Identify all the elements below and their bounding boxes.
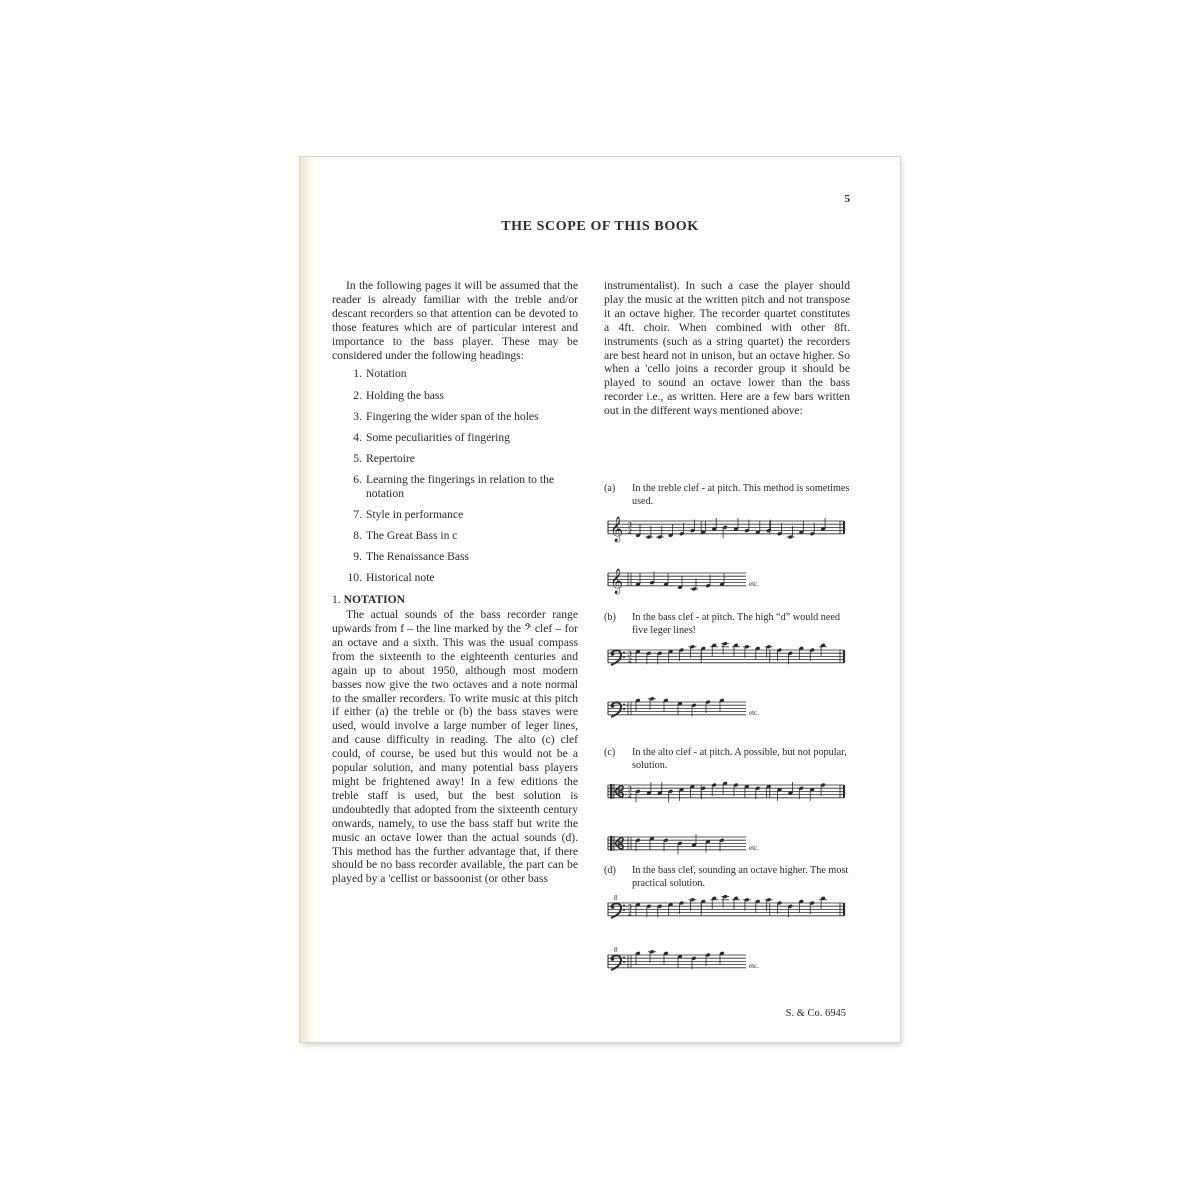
example-c <box>604 747 850 852</box>
list-number: 3. <box>353 409 362 423</box>
example-caption: In the bass clef, sounding an octave higher. The most practical solution. <box>632 865 849 889</box>
time-signature-top: 3 <box>628 520 632 530</box>
list-item <box>332 410 578 424</box>
continuation-paragraph: instrumentalist). In such a case the player should play the music at the written pitch and not transpose it an octave higher. The recorder quartet constitutes a 4ft. choir. When combined with other 8ft. instruments (such as a string quartet) the recorders are best heard not in unison, but an octave higher. So when a 'cello joins a recorder group it should be played to sound an octave lower than the bass recorder i.e., as written. Here are a few bars written out in the different ways mentioned above: <box>604 279 850 418</box>
intro-paragraph: In the following pages it will be assumed that the reader is already familiar with the treble and/or descant recorders so that attention can be devoted to those features which are of particular interest and importance to the bass player. These may be considered under the following headings: <box>332 279 578 362</box>
list-item <box>332 431 578 445</box>
list-item <box>332 452 578 466</box>
time-signature-bottom: 2 <box>628 655 632 665</box>
notation-paragraph: The actual sounds of the bass recorder range upwards from f – the line marked by the 𝄢 clef – for an octave and a sixth. This was the usual compass from the sixteenth to the eighteenth centuries and again up to about 1950, although most modern basses now give the two octaves and a note normal to the smaller recorders. To write music at this pitch if either (a) the treble or (b) the bass staves were used, would involve a large number of leger lines, and cause difficulty in reading. The alto (c) clef could, of course, be used but this would not be a popular solution, and many potential bass players might be frightened away! In a few editions the treble staff is used, but the best solution is undoubtedly that adopted from the sixteenth century onwards, namely, to use the bass staff but write the music an octave lower than the actual sounds (d). This method has the further advantage that, if there should be no bass recorder available, the part can be played by a 'cellist or bassoonist (or other bass <box>332 608 578 886</box>
list-text: Fingering the wider span of the holes <box>366 409 539 423</box>
time-signature-top: 3 <box>628 902 632 912</box>
treble-clef-icon: 𝄞 <box>610 569 624 594</box>
example-d <box>604 865 850 970</box>
list-text: Style in performance <box>366 507 464 521</box>
list-number: 6. <box>353 472 362 486</box>
time-signature-top: 3 <box>628 784 632 794</box>
time-signature-bottom: 2 <box>628 908 632 918</box>
example-label <box>604 865 850 890</box>
list-number: 4. <box>353 430 362 444</box>
etc-label: etc. <box>749 579 759 588</box>
list-number: 7. <box>353 507 362 521</box>
list-text: Some peculiarities of fingering <box>366 430 510 444</box>
list-text: The Great Bass in c <box>366 529 458 542</box>
section-number: 1. <box>332 593 341 607</box>
example-caption: In the treble clef - at pitch. This method is sometimes used. <box>632 483 850 507</box>
time-signature-top: 3 <box>628 649 632 659</box>
list-number: 9. <box>353 550 362 564</box>
list-item <box>332 571 578 585</box>
left-column <box>332 279 578 886</box>
list-item <box>332 367 578 381</box>
publisher-code: S. & Co. 6945 <box>785 1008 846 1019</box>
list-item <box>332 389 578 403</box>
example-label <box>604 747 850 772</box>
etc-label: etc. <box>749 843 759 852</box>
list-text: Holding the bass <box>366 388 444 402</box>
page-title: THE SCOPE OF THIS BOOK <box>501 219 699 234</box>
time-signature-bottom: 2 <box>628 790 632 800</box>
example-letter: (d) <box>604 865 616 876</box>
example-letter: (b) <box>604 612 616 623</box>
book-page <box>300 157 900 1042</box>
music-staff-b <box>604 640 850 746</box>
list-item <box>332 508 578 522</box>
list-item <box>332 529 578 543</box>
list-item <box>332 550 578 564</box>
right-column <box>604 279 850 418</box>
list-number: 5. <box>353 451 362 465</box>
list-number: 1. <box>353 367 362 381</box>
etc-label: etc. <box>749 708 759 717</box>
example-label <box>604 483 850 508</box>
example-label <box>604 612 850 637</box>
etc-label: etc. <box>749 961 759 970</box>
octave-mark: 8 <box>614 894 618 902</box>
example-letter: (c) <box>604 747 616 758</box>
music-staff-a <box>604 511 850 617</box>
example-a <box>604 483 850 594</box>
treble-clef-icon: 𝄞 <box>610 517 624 542</box>
example-caption: In the alto clef - at pitch. A possible, but not popular, solution. <box>632 747 847 771</box>
list-text: The Renaissance Bass <box>366 550 470 564</box>
notation-heading <box>332 593 578 606</box>
list-number: 8. <box>353 529 362 542</box>
list-text: Repertoire <box>366 451 415 465</box>
list-text: Notation <box>366 367 407 381</box>
list-item <box>332 473 578 501</box>
list-number: 10. <box>347 571 362 585</box>
page-number: 5 <box>844 193 850 205</box>
list-text: Historical note <box>366 571 435 585</box>
example-b <box>604 612 850 717</box>
list-text: Learning the fingerings in relation to the notation <box>366 472 555 500</box>
list-number: 2. <box>353 388 362 402</box>
example-caption: In the bass clef - at pitch. The high “d” would need five leger lines! <box>632 612 841 636</box>
octave-mark: 8 <box>614 946 618 954</box>
example-letter: (a) <box>604 483 616 494</box>
headings-list <box>332 367 578 585</box>
section-title: NOTATION <box>343 593 406 607</box>
music-staff-d <box>604 893 850 999</box>
time-signature-bottom: 2 <box>628 526 632 536</box>
